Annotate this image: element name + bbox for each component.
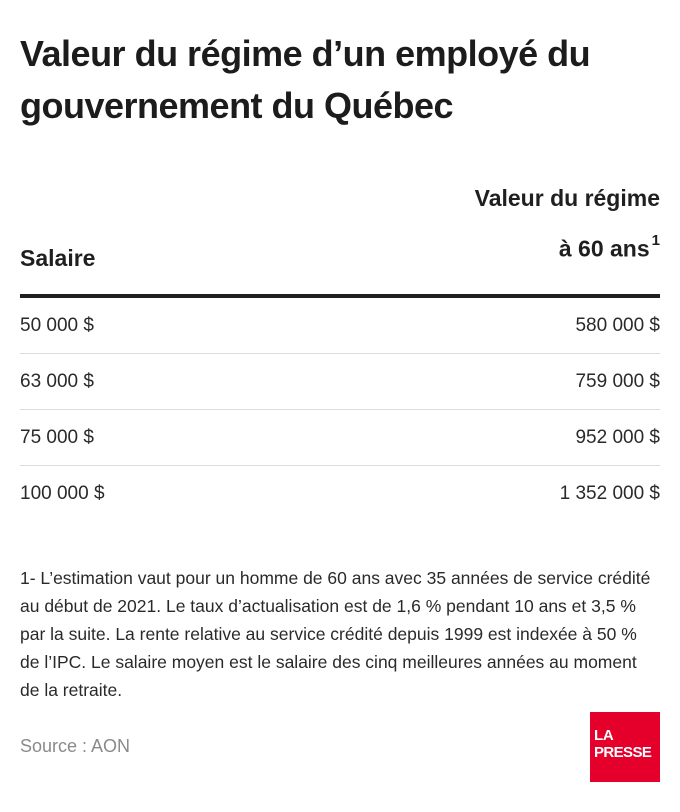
- table-row: [20, 466, 660, 521]
- value-cell: 1 352 000 $: [559, 482, 660, 504]
- salary-cell: 50 000 $: [20, 314, 94, 336]
- column-header-salary: Salaire: [20, 245, 96, 271]
- table-row: [20, 298, 660, 354]
- pension-table: [20, 185, 660, 521]
- logo-line1: LA: [594, 727, 614, 744]
- page-title: Valeur du régime d’un employé du gouvernement du Québec: [20, 33, 591, 126]
- la-presse-logo[interactable]: [590, 712, 660, 782]
- salary-cell: 63 000 $: [20, 370, 94, 392]
- salary-cell: 75 000 $: [20, 426, 94, 448]
- table-row: [20, 354, 660, 410]
- value-cell: 759 000 $: [575, 370, 660, 392]
- column-header-value-line2-wrap: [475, 221, 660, 272]
- footnote: 1- L’estimation vaut pour un homme de 60 ans avec 35 années de service crédité au début de 2021. Le taux d’actualisation est de 1,6 % pendant 10 ans et 3,5 % par la suite. La rente relative au service crédité depuis 1999 est indexée à 50 % de l’IPC. Le salaire moyen est le salaire des cinq meilleures années au moment de la retraite.: [20, 568, 651, 700]
- footnote-marker: 1: [651, 232, 660, 250]
- table-header: [20, 185, 660, 298]
- column-header-value: [475, 175, 660, 272]
- column-header-value-line1: Valeur du régime: [474, 185, 660, 212]
- source-credit: Source : AON: [20, 736, 131, 756]
- salary-cell: 100 000 $: [20, 482, 105, 504]
- logo-line2: PRESSE: [594, 744, 652, 761]
- value-cell: 952 000 $: [575, 426, 660, 448]
- value-cell: 580 000 $: [575, 314, 660, 336]
- table-row: [20, 410, 660, 466]
- column-header-value-line2: à 60 ans: [558, 236, 650, 262]
